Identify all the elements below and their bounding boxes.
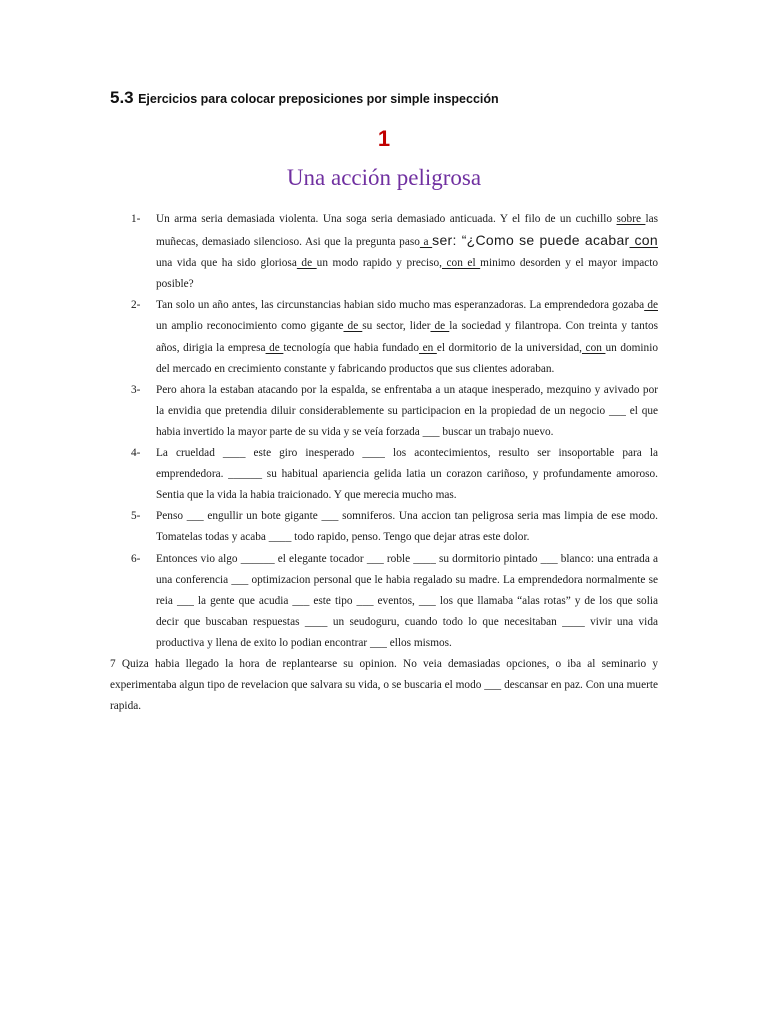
item-number: 4- xyxy=(131,447,141,460)
exercise-list xyxy=(110,209,658,717)
item-text: un modo rapido y preciso, xyxy=(316,257,442,270)
underlined-preposition: en xyxy=(418,341,437,354)
section-title: Ejercicios para colocar preposiciones por simple inspección xyxy=(138,92,499,106)
item-text: ser: “¿Como se puede acabar xyxy=(432,232,630,249)
exercise-item xyxy=(110,380,658,443)
underlined-preposition: con el xyxy=(441,257,481,270)
item-text: un amplio reconocimiento como gigante xyxy=(156,320,344,333)
underlined-preposition: de xyxy=(644,299,658,312)
item-text: minimo desorden y el mayor impacto posible? xyxy=(156,257,659,291)
item-text: un dominio del mercado en crecimiento constante y fabricando productos que sus clientes adoraban. xyxy=(156,341,658,375)
exercise-item xyxy=(110,506,658,548)
item-number: 2- xyxy=(131,299,141,312)
item-text: Penso ___ engullir un bote gigante ___ somniferos. Una accion tan peligrosa seria mas limpia de ese modo. Tomatelas todas y acaba ____ todo rapido, penso. Tengo que dejar atras este dolor. xyxy=(156,510,658,544)
exercise-item xyxy=(110,209,658,295)
item-number: 6- xyxy=(131,552,141,565)
exercise-item xyxy=(110,295,658,379)
underlined-preposition: sobre xyxy=(616,213,646,225)
underlined-preposition: con xyxy=(629,232,658,249)
exercise-item xyxy=(110,549,658,654)
item-text: una vida que ha sido gloriosa xyxy=(156,257,297,270)
chapter-number: 1 xyxy=(377,126,391,151)
underlined-preposition: de xyxy=(296,257,317,270)
item-text: la sociedad y filantropa. Con treinta y tantos años, dirigia la empresa xyxy=(156,320,659,354)
item-text: La crueldad ____ este giro inesperado ____ los acontecimientos, resulto ser insoportable para la emprendedora. ______ su habitual apariencia gelida latia un corazon cariñoso, y profundamente amoroso. Sentia que la vida la habia traicionado. Y que merecia mucho mas. xyxy=(156,447,658,502)
final-paragraph: 7 Quiza habia llegado la hora de replantearse su opinion. No veia demasiadas opciones, o iba al seminario y experimentaba algun tipo de revelacion que salvara su vida, o se buscaria el modo ___ descansar en paz. Con una muerte rapida. xyxy=(110,657,658,713)
chapter-title: Una acción peligrosa xyxy=(286,165,482,190)
item-number: 1- xyxy=(131,213,141,225)
item-number: 3- xyxy=(131,383,141,396)
item-number: 5- xyxy=(131,510,141,523)
item-text: Pero ahora la estaban atacando por la espalda, se enfrentaba a un ataque inesperado, mezquino y avivado por la envidia que pretendia diluir considerablemente su participacion en la propiedad de un negocio ___ el que habia invertido la mayor parte de su vida y se veía forzada ___ buscar un trabajo nuevo. xyxy=(156,383,658,438)
underlined-preposition: de xyxy=(265,341,284,354)
underlined-preposition: a xyxy=(419,236,433,249)
underlined-preposition: de xyxy=(430,320,450,333)
item-text: Tan solo un año antes, las circunstancias habian sido mucho mas esperanzadoras. La emprendedora gozaba xyxy=(156,299,645,312)
item-text: las muñecas, demasiado silencioso. Asi que la pregunta paso xyxy=(156,213,658,249)
underlined-preposition: con xyxy=(581,341,606,354)
item-text: Entonces vio algo ______ el elegante tocador ___ roble ____ su dormitorio pintado ___ blanco: una entrada a una conferencia ___ optimizacion personal que le habia regalado su madre. La emprendedora normalmente se reia ___ la gente que acudia ___ este tipo ___ eventos, ___ los que llamaba “alas rotas” y de los que solia decir que buscaban respuestas ____ un seudoguru, cuando todo lo que necesitaban ____ vivir una vida productiva y llena de exito lo podian encontrar ___ ellos mismos. xyxy=(156,552,658,649)
section-heading xyxy=(110,88,499,108)
item-text: su sector, lider xyxy=(362,320,431,333)
exercise-item xyxy=(110,443,658,506)
item-text: Un arma seria demasiada violenta. Una soga seria demasiado anticuada. Y el filo de un cuchillo xyxy=(156,213,613,225)
item-text: tecnología que habia fundado xyxy=(283,341,419,354)
section-number: 5.3 xyxy=(110,88,134,107)
item-text: el dormitorio de la universidad, xyxy=(436,341,582,354)
underlined-preposition: de xyxy=(343,320,363,333)
